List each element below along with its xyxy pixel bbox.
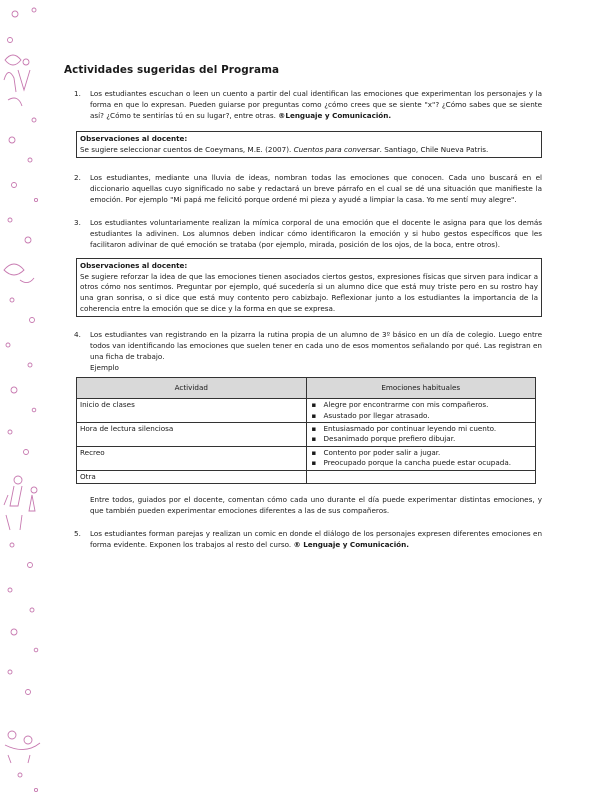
table-cell-activity: Recreo	[77, 446, 307, 470]
list-item: ▪ Desanimado porque prefiero dibujar.	[324, 434, 533, 444]
item-1-text: Los estudiantes escuchan o leen un cuento a partir del cual identifican las emociones que experimentan los personajes y la forma en que lo expresan. Pueden guiarse por preguntas como ¿cómo crees que se siente "x"? ¿Cómo sabes que se siente así? ¿Cómo te sentirías tú en su lugar?, entre otras.	[90, 89, 542, 120]
teacher-note-title: Observaciones al docente:	[80, 261, 188, 271]
activity-item-1	[64, 88, 542, 121]
teacher-note-text-end: . Santiago, Chile Nueva Patris.	[379, 144, 489, 154]
table-cell-emotions	[306, 399, 536, 423]
table-row	[77, 422, 536, 446]
teacher-note-text: Se sugiere reforzar la idea de que las emociones tienen asociados ciertos gestos, expresiones físicas que sirven para indicar a otros cómo nos sentimos. Preguntar por ejemplo, qué sucedería si un alumno dice que está muy triste pero en su rostro hay una gran sonrisa, o si dice que está muy contento pero cabizbajo. Reflexionar junto a los estudiantes la importancia de la coherencia entre la emoción que se dice y la forma en que se expresa.	[80, 271, 538, 313]
item-1-reference: ®Lenguaje y Comunicación.	[278, 111, 392, 120]
page-heading: Actividades sugeridas del Programa	[64, 64, 280, 76]
list-item: ▪ Alegre por encontrarme con mis compañeros.	[324, 400, 533, 410]
teacher-note-text: Se sugiere seleccionar cuentos de Coeymans, M.E. (2007).	[80, 144, 292, 154]
book-title: Cuentos para conversar	[293, 144, 380, 154]
activity-item-3	[64, 217, 542, 250]
table-row	[77, 399, 536, 423]
list-item: ▪ Preocupado porque la cancha puede estar ocupada.	[324, 458, 533, 468]
document-content	[64, 64, 542, 550]
item-text	[90, 528, 542, 550]
item-5-text: Los estudiantes forman parejas y realizan un comic en donde el diálogo de los personajes expresen diferentes emociones en forma evidente. Exponen los trabajos al resto del curso.	[90, 529, 542, 549]
teacher-note-title: Observaciones al docente:	[80, 134, 188, 143]
decorative-border	[0, 0, 50, 800]
table-cell-activity: Otra	[77, 470, 307, 483]
example-label: Ejemplo	[90, 363, 119, 373]
item-3-text: Los estudiantes voluntariamente realizan la mímica corporal de una emoción que el docente le asigna para que los demás estudiantes la adivinen. Los alumnos deben indicar cómo identificaron la emoción y si hubo gestos específicos que les facilitaron adivinar de qué emoción se trataba (por ejemplo, mirada, posición de los ojos, de la boca, entre otros).	[90, 218, 542, 250]
activity-item-2	[64, 172, 542, 205]
item-number: 1.	[74, 89, 81, 98]
table-row	[77, 470, 536, 483]
table-cell-emotions	[306, 470, 536, 483]
list-item: ▪ Asustado por llegar atrasado.	[324, 411, 533, 421]
item-text	[90, 329, 542, 373]
item-number: 2.	[74, 173, 81, 183]
item-4-text: Los estudiantes van registrando en la pizarra la rutina propia de un alumno de 3º básico en un día de colegio. Luego entre todos van identificando las emociones que suelen tener en cada uno de esos momentos señalando por qué. Las registran en una ficha de trabajo.	[90, 330, 542, 362]
activity-item-4	[64, 329, 542, 373]
item-number: 3.	[74, 218, 81, 228]
activity-item-5	[64, 528, 542, 550]
item-text	[90, 88, 542, 121]
table-header-activity: Actividad	[77, 378, 307, 399]
table-cell-activity: Inicio de clases	[77, 399, 307, 423]
table-cell-emotions	[306, 446, 536, 470]
list-item: ▪ Contento por poder salir a jugar.	[324, 448, 533, 458]
item-number: 4.	[74, 330, 81, 340]
item-5-reference: ® Lenguaje y Comunicación.	[293, 540, 409, 549]
table-cell-emotions	[306, 422, 536, 446]
teacher-note-2	[76, 258, 542, 317]
list-item: ▪ Entusiasmado por continuar leyendo mi cuento.	[324, 424, 533, 434]
teacher-note-1	[76, 131, 542, 158]
table-header-emotions: Emociones habituales	[306, 378, 536, 399]
table-row	[77, 446, 536, 470]
paragraph-after-table: Entre todos, guiados por el docente, comentan cómo cada uno durante el día puede experimentar distintas emociones, y que también pueden experimentar emociones diferentes a las de sus compañeros.	[90, 495, 542, 515]
emotions-table	[76, 377, 536, 484]
item-number: 5.	[74, 529, 81, 538]
item-2-text: Los estudiantes, mediante una lluvia de ideas, nombran todas las emociones que conocen. Cada uno buscará en el diccionario aquellas cuyo significado no sabe y redactará un breve párrafo en el cual se dé una situación que manifieste la emoción. Por ejemplo "Mi papá me felicitó porque ordené mi pieza y ayudé a limpiar la casa. Yo me sentí muy alegre".	[90, 173, 542, 205]
table-cell-activity: Hora de lectura silenciosa	[77, 422, 307, 446]
